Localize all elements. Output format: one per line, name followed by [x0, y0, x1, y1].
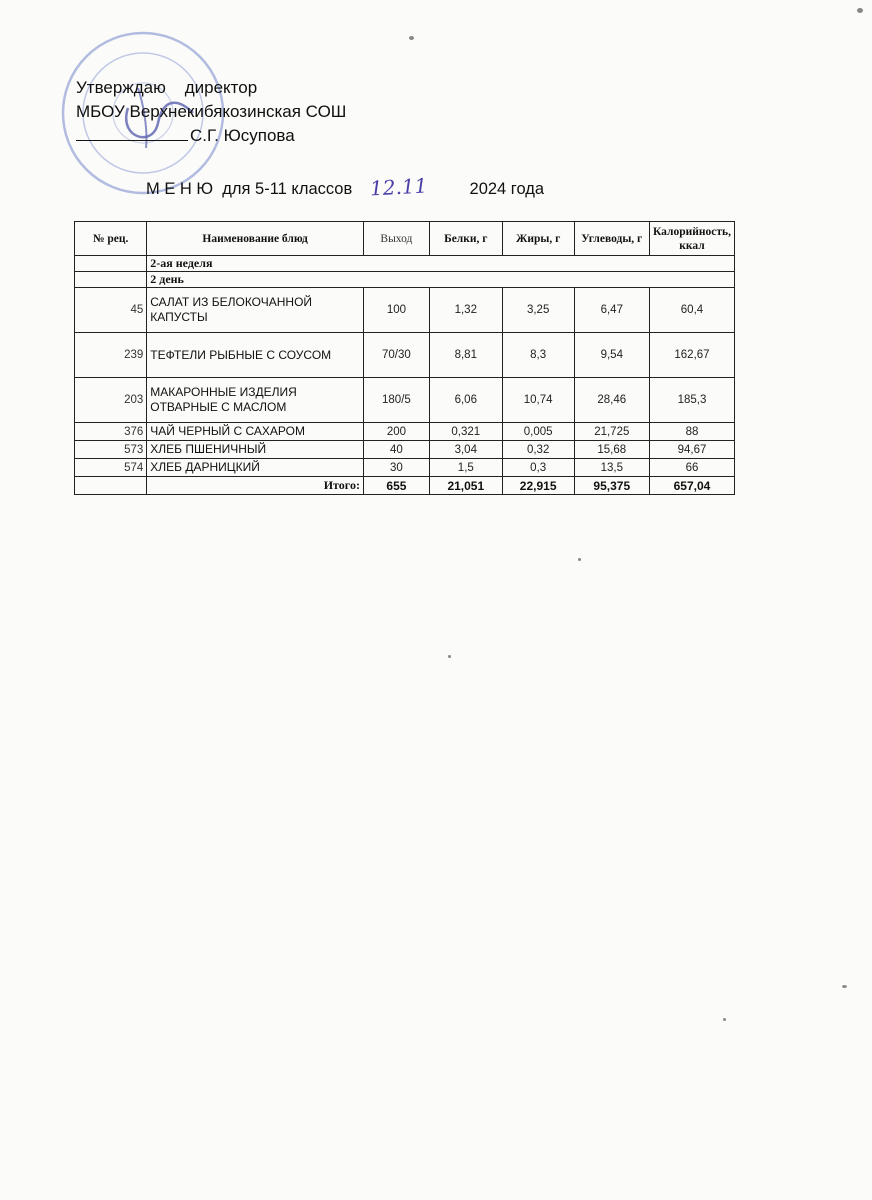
output-value: 100 [363, 288, 429, 333]
day-label: 2 день [147, 272, 735, 288]
fat-value: 0,3 [502, 459, 574, 477]
menu-table [74, 221, 735, 495]
scan-speck [857, 8, 863, 13]
protein-value: 3,04 [429, 441, 502, 459]
table-row [75, 423, 735, 441]
total-kcal: 657,04 [649, 477, 734, 495]
col-header-rec: № рец. [75, 222, 147, 256]
recipe-number: 573 [75, 441, 147, 459]
output-value: 70/30 [363, 333, 429, 378]
scan-speck [723, 1018, 726, 1021]
output-value: 30 [363, 459, 429, 477]
kcal-value: 60,4 [649, 288, 734, 333]
dish-name: ХЛЕБ ПШЕНИЧНЫЙ [147, 441, 364, 459]
approve-label: Утверждаю директор [76, 78, 258, 97]
protein-value: 6,06 [429, 378, 502, 423]
carbs-value: 13,5 [574, 459, 649, 477]
total-label: Итого: [147, 477, 364, 495]
total-protein: 21,051 [429, 477, 502, 495]
col-header-protein: Белки, г [429, 222, 502, 256]
carbs-value: 6,47 [574, 288, 649, 333]
table-row [75, 288, 735, 333]
fat-value: 8,3 [502, 333, 574, 378]
output-value: 40 [363, 441, 429, 459]
fat-value: 0,005 [502, 423, 574, 441]
kcal-value: 88 [649, 423, 734, 441]
total-row [75, 477, 735, 495]
fat-value: 3,25 [502, 288, 574, 333]
col-header-carbs: Углеводы, г [574, 222, 649, 256]
menu-title-prefix: М Е Н Ю для 5-11 классов [146, 180, 353, 198]
scan-speck [842, 985, 847, 988]
dish-name: САЛАТ ИЗ БЕЛОКОЧАННОЙ КАПУСТЫ [147, 288, 364, 333]
carbs-value: 9,54 [574, 333, 649, 378]
carbs-value: 15,68 [574, 441, 649, 459]
carbs-value: 21,725 [574, 423, 649, 441]
output-value: 200 [363, 423, 429, 441]
recipe-number: 239 [75, 333, 147, 378]
week-label: 2-ая неделя [147, 256, 735, 272]
signature-underline [76, 126, 188, 141]
table-header-row [75, 222, 735, 256]
kcal-value: 162,67 [649, 333, 734, 378]
approval-block [76, 76, 346, 148]
scan-speck [409, 36, 414, 40]
dish-name: ХЛЕБ ДАРНИЦКИЙ [147, 459, 364, 477]
total-fat: 22,915 [502, 477, 574, 495]
kcal-value: 185,3 [649, 378, 734, 423]
scan-speck [578, 558, 581, 561]
recipe-number: 203 [75, 378, 147, 423]
output-value: 180/5 [363, 378, 429, 423]
dish-name: МАКАРОННЫЕ ИЗДЕЛИЯ ОТВАРНЫЕ С МАСЛОМ [147, 378, 364, 423]
kcal-value: 66 [649, 459, 734, 477]
protein-value: 0,321 [429, 423, 502, 441]
day-row [75, 272, 735, 288]
protein-value: 1,32 [429, 288, 502, 333]
col-header-name: Наименование блюд [147, 222, 364, 256]
recipe-number: 45 [75, 288, 147, 333]
col-header-kcal: Калорийность, ккал [649, 222, 734, 256]
dish-name: ЧАЙ ЧЕРНЫЙ С САХАРОМ [147, 423, 364, 441]
table-row [75, 378, 735, 423]
table-row [75, 459, 735, 477]
recipe-number: 376 [75, 423, 147, 441]
school-name: МБОУ Верхнекибякозинская СОШ [76, 102, 347, 121]
menu-title [146, 175, 544, 199]
col-header-fat: Жиры, г [502, 222, 574, 256]
recipe-number: 574 [75, 459, 147, 477]
table-row [75, 441, 735, 459]
protein-value: 1,5 [429, 459, 502, 477]
table-row [75, 333, 735, 378]
protein-value: 8,81 [429, 333, 502, 378]
signer-name: С.Г. Юсупова [190, 126, 295, 145]
kcal-value: 94,67 [649, 441, 734, 459]
dish-name: ТЕФТЕЛИ РЫБНЫЕ С СОУСОМ [147, 333, 364, 378]
menu-year: 2024 года [469, 180, 545, 198]
fat-value: 0,32 [502, 441, 574, 459]
carbs-value: 28,46 [574, 378, 649, 423]
total-output: 655 [363, 477, 429, 495]
week-row [75, 256, 735, 272]
total-carbs: 95,375 [574, 477, 649, 495]
col-header-output: Выход [363, 222, 429, 256]
fat-value: 10,74 [502, 378, 574, 423]
handwritten-date: 12.11 [369, 173, 429, 201]
scan-speck [448, 655, 451, 658]
signer-line [76, 124, 346, 148]
